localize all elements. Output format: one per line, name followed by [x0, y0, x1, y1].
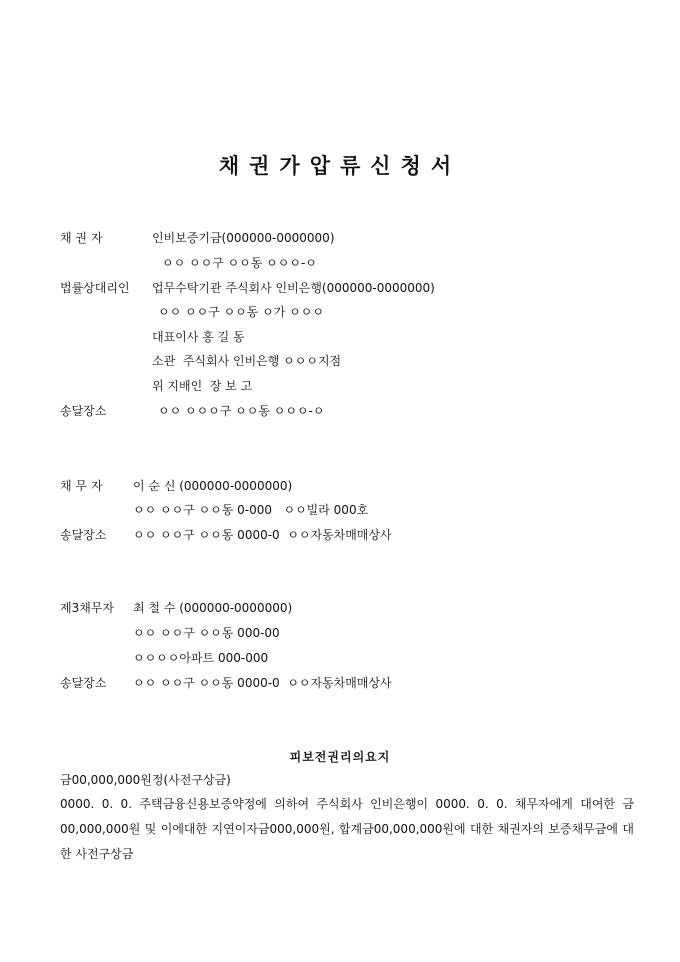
creditor-service-address: ㅇㅇ ㅇㅇㅇ구 ㅇㅇ동 ㅇㅇㅇ-ㅇ — [158, 404, 325, 418]
debtor-service-address: ㅇㅇ ㅇㅇ구 ㅇㅇ동 0000-0 ㅇㅇ자동차매매상사 — [133, 528, 392, 542]
debtor-name: 이 순 신 (000000-0000000) — [133, 479, 293, 493]
creditor-name: 인비보증기금(000000-0000000) — [152, 231, 335, 245]
claim-section-title: 피보전권리의요지 — [289, 750, 391, 764]
agent-branch: 소관 주식회사 인비은행 ㅇㅇㅇ지점 — [152, 354, 342, 368]
third-debtor-name: 최 철 수 (000000-0000000) — [133, 601, 293, 615]
document-title: 채권가압류신청서 — [218, 153, 462, 178]
third-debtor-apartment: ㅇㅇㅇㅇ아파트 000-000 — [133, 651, 269, 665]
claim-body: 0000. 0. 0. 주택금융신용보증약정에 의하여 주식회사 인비은행이 0000. 0. 0. 채무자에게 대여한 금00,000,000원 및 이에대한 지연이자금000,000원, 합계금00,000,000원에 대한 채권자의 보증채무금에 대한 사전구상금 — [60, 797, 634, 861]
creditor-label: 채 권 자 — [60, 231, 103, 245]
claim-amount: 금00,000,000원정(사전구상금) — [60, 773, 231, 787]
agent-label: 법률상대리인 — [60, 281, 130, 295]
third-debtor-address: ㅇㅇ ㅇㅇ구 ㅇㅇ동 000-00 — [133, 626, 280, 640]
debtor-service-label: 송달장소 — [60, 528, 107, 542]
third-debtor-service-label: 송달장소 — [60, 676, 107, 690]
creditor-service-label: 송달장소 — [60, 404, 107, 418]
debtor-address: ㅇㅇ ㅇㅇ구 ㅇㅇ동 0-000 ㅇㅇ빌라 000호 — [133, 503, 369, 517]
agent-address: ㅇㅇ ㅇㅇ구 ㅇㅇ동 ㅇ가 ㅇㅇㅇ — [158, 305, 324, 319]
agent-name: 업무수탁기관 주식회사 인비은행(000000-0000000) — [152, 281, 435, 295]
third-debtor-service-address: ㅇㅇ ㅇㅇ구 ㅇㅇ동 0000-0 ㅇㅇ자동차매매상사 — [133, 676, 392, 690]
debtor-label: 채 무 자 — [60, 479, 103, 493]
agent-ceo: 대표이사 홍 길 동 — [152, 330, 245, 344]
third-debtor-label: 제3채무자 — [60, 601, 115, 615]
creditor-address: ㅇㅇ ㅇㅇ구 ㅇㅇ동 ㅇㅇㅇ-ㅇ — [162, 256, 317, 270]
agent-manager: 위 지배인 장 보 고 — [152, 379, 253, 393]
